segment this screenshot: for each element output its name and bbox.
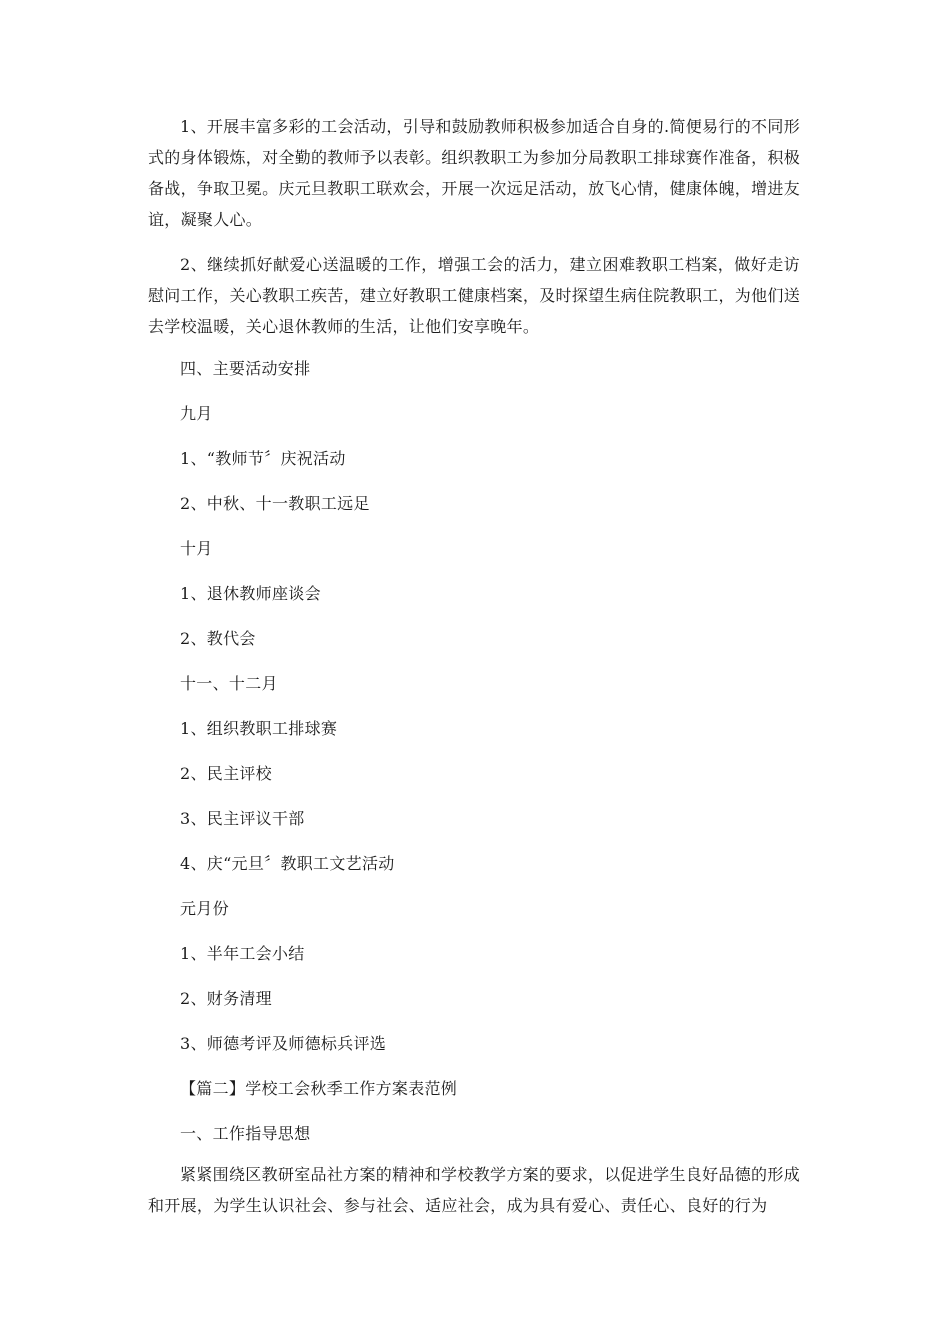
list-item: 3、师德考评及师德标兵评选	[180, 1034, 387, 1053]
list-item: 1、组织教职工排球赛	[180, 719, 338, 738]
list-item: 2、财务清理	[180, 989, 272, 1008]
list-item: 3、民主评议干部	[180, 809, 305, 828]
paragraph-union-activities: 1、开展丰富多彩的工会活动，引导和鼓励教师积极参加适合自身的.简便易行的不同形式的身体锻炼，对全勤的教师予以表彰。组织教职工为参加分局教职工排球赛作准备，积极备战，争取卫冕。庆元旦教职工联欢会，开展一次远足活动，放飞心情，健康体魄，增进友谊，凝聚人心。	[148, 117, 801, 229]
list-item: 1、半年工会小结	[180, 944, 305, 963]
month-heading-nov-dec: 十一、十二月	[180, 674, 278, 693]
month-heading-january: 元月份	[180, 899, 229, 918]
article-title-part-two: 【篇二】学校工会秋季工作方案表范例	[180, 1079, 458, 1098]
list-item: 4、庆“元旦〞教职工文艺活动	[180, 854, 395, 873]
section-heading-main-activities: 四、主要活动安排	[180, 359, 311, 378]
section-heading-guiding-thought: 一、工作指导思想	[180, 1124, 311, 1143]
month-heading-september: 九月	[180, 404, 213, 423]
paragraph-guiding-thought: 紧紧围绕区教研室品社方案的精神和学校教学方案的要求，以促进学生良好品德的形成和开展，为学生认识社会、参与社会、适应社会，成为具有爱心、责任心、良好的行为	[148, 1165, 800, 1215]
list-item: 2、教代会	[180, 629, 256, 648]
paragraph-care-work: 2、继续抓好献爱心送温暖的工作，增强工会的活力，建立困难教职工档案，做好走访慰问工作，关心教职工疾苦，建立好教职工健康档案，及时探望生病住院教职工，为他们送去学校温暖，关心退休教师的生活，让他们安享晚年。	[148, 255, 801, 336]
list-item: 1、退休教师座谈会	[180, 584, 321, 603]
list-item: 1、“教师节〞庆祝活动	[180, 449, 346, 468]
list-item: 2、民主评校	[180, 764, 272, 783]
list-item: 2、中秋、十一教职工远足	[180, 494, 370, 513]
month-heading-october: 十月	[180, 539, 213, 558]
